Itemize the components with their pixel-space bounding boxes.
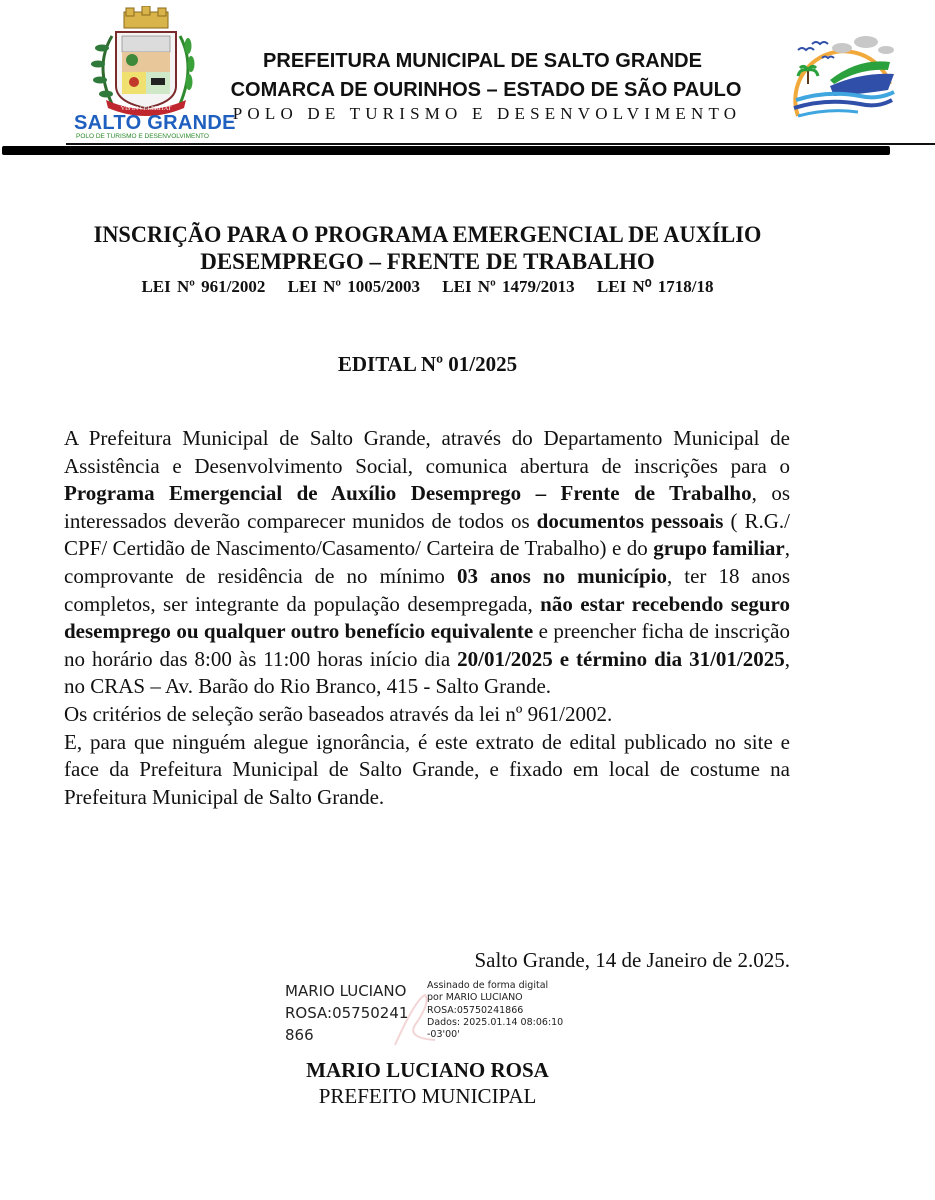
signer-role: PREFEITO MUNICIPAL xyxy=(318,1084,537,1108)
digital-signature-detail-line: -03'00' xyxy=(427,1029,460,1041)
body-paragraph-criteria: Os critérios de seleção serão baseados através da lei nº 961/2002. xyxy=(64,701,613,726)
body-text-run: , no CRAS – Av. Barão do Rio Branco, 415 - Salto Grande. xyxy=(64,646,791,699)
body-text-run: , comprovante de residência de no mínimo xyxy=(64,536,790,588)
digital-signature-name-line: 866 xyxy=(285,1026,314,1044)
digital-signature-name-line: MARIO LUCIANO xyxy=(285,982,407,1000)
body-emphasis: 03 anos no município xyxy=(456,563,667,588)
body-text-run: , ter 18 anos completos, ser integrante da população desempregada, xyxy=(64,563,790,616)
body-text-run: ( R.G./ CPF/ Certidão de Nascimento/Casamento/ Carteira de Trabalho) e do xyxy=(64,508,790,561)
body-emphasis: 20/01/2025 e término dia 31/01/2025 xyxy=(457,646,785,671)
tourism-logo-icon xyxy=(778,24,902,124)
date-line: Salto Grande, 14 de Janeiro de 2.025. xyxy=(474,948,790,972)
body-text-run: e preencher ficha de inscrição no horário das 8:00 às 11:00 horas início dia xyxy=(64,619,790,671)
law-reference: LEI Nº 961/2002 xyxy=(141,277,266,296)
digital-signature-detail-line: Dados: 2025.01.14 08:06:10 xyxy=(427,1016,564,1028)
header-divider-thick xyxy=(2,146,890,155)
document-body xyxy=(64,425,790,811)
body-emphasis: documentos pessoais xyxy=(536,508,724,533)
body-text-run: A Prefeitura Municipal de Salto Grande, através do Departamento Municipal de Assistência e Desenvolvimento Social, comunica abertura de inscrições para o xyxy=(64,426,790,478)
edital-number: EDITAL Nº 01/2025 xyxy=(337,352,518,376)
digital-signature-name-line: ROSA:05750241 xyxy=(285,1004,409,1022)
law-references xyxy=(40,277,815,297)
body-emphasis: grupo familiar xyxy=(653,536,785,561)
digital-signature-detail-line: por MARIO LUCIANO xyxy=(427,992,523,1004)
law-reference: LEI Nº 1479/2013 xyxy=(442,277,575,296)
law-reference: LEI N⁰ 1718/18 xyxy=(596,277,714,296)
body-emphasis: não estar recebendo seguro desemprego ou qualquer outro benefício equivalente xyxy=(64,591,790,644)
digital-signature-details xyxy=(427,980,567,1041)
digital-signature-detail-line: ROSA:05750241866 xyxy=(427,1004,524,1016)
signer-name: MARIO LUCIANO ROSA xyxy=(306,1058,549,1082)
document-title-line2: DESEMPREGO – FRENTE DE TRABALHO xyxy=(200,249,655,274)
header-prefeitura: PREFEITURA MUNICIPAL DE SALTO GRANDE xyxy=(263,50,702,72)
body-emphasis: Programa Emergencial de Auxílio Desemprego – Frente de Trabalho xyxy=(64,481,752,506)
document-title-line1: INSCRIÇÃO PARA O PROGRAMA EMERGENCIAL DE AUXÍLIO xyxy=(93,222,762,247)
crest-subtitle: POLO DE TURISMO E DESENVOLVIMENTO xyxy=(76,133,209,140)
digital-signature-detail-line: Assinado de forma digital xyxy=(427,980,549,991)
header-divider-thin xyxy=(66,143,935,145)
body-paragraph-publication: E, para que ninguém alegue ignorância, é este extrato de edital publicado no site e face da Prefeitura Municipal de Salto Grande, e fixado em local de costume na Prefeitura Municipal de Salto Grande. xyxy=(64,729,790,809)
law-reference: LEI Nº 1005/2003 xyxy=(287,277,421,296)
body-paragraph-main xyxy=(64,425,790,701)
header-polo: POLO DE TURISMO E DESENVOLVIMENTO xyxy=(232,104,742,123)
digital-signature-name xyxy=(285,980,430,1046)
header-comarca: COMARCA DE OURINHOS – ESTADO DE SÃO PAULO xyxy=(230,79,742,101)
body-text-run: , os interessados deverão comparecer munidos de todos os xyxy=(64,481,790,533)
svg-text:VIS IN CELERITAT: VIS IN CELERITAT xyxy=(120,106,172,112)
crest-city-name: SALTO GRANDE xyxy=(74,112,236,134)
